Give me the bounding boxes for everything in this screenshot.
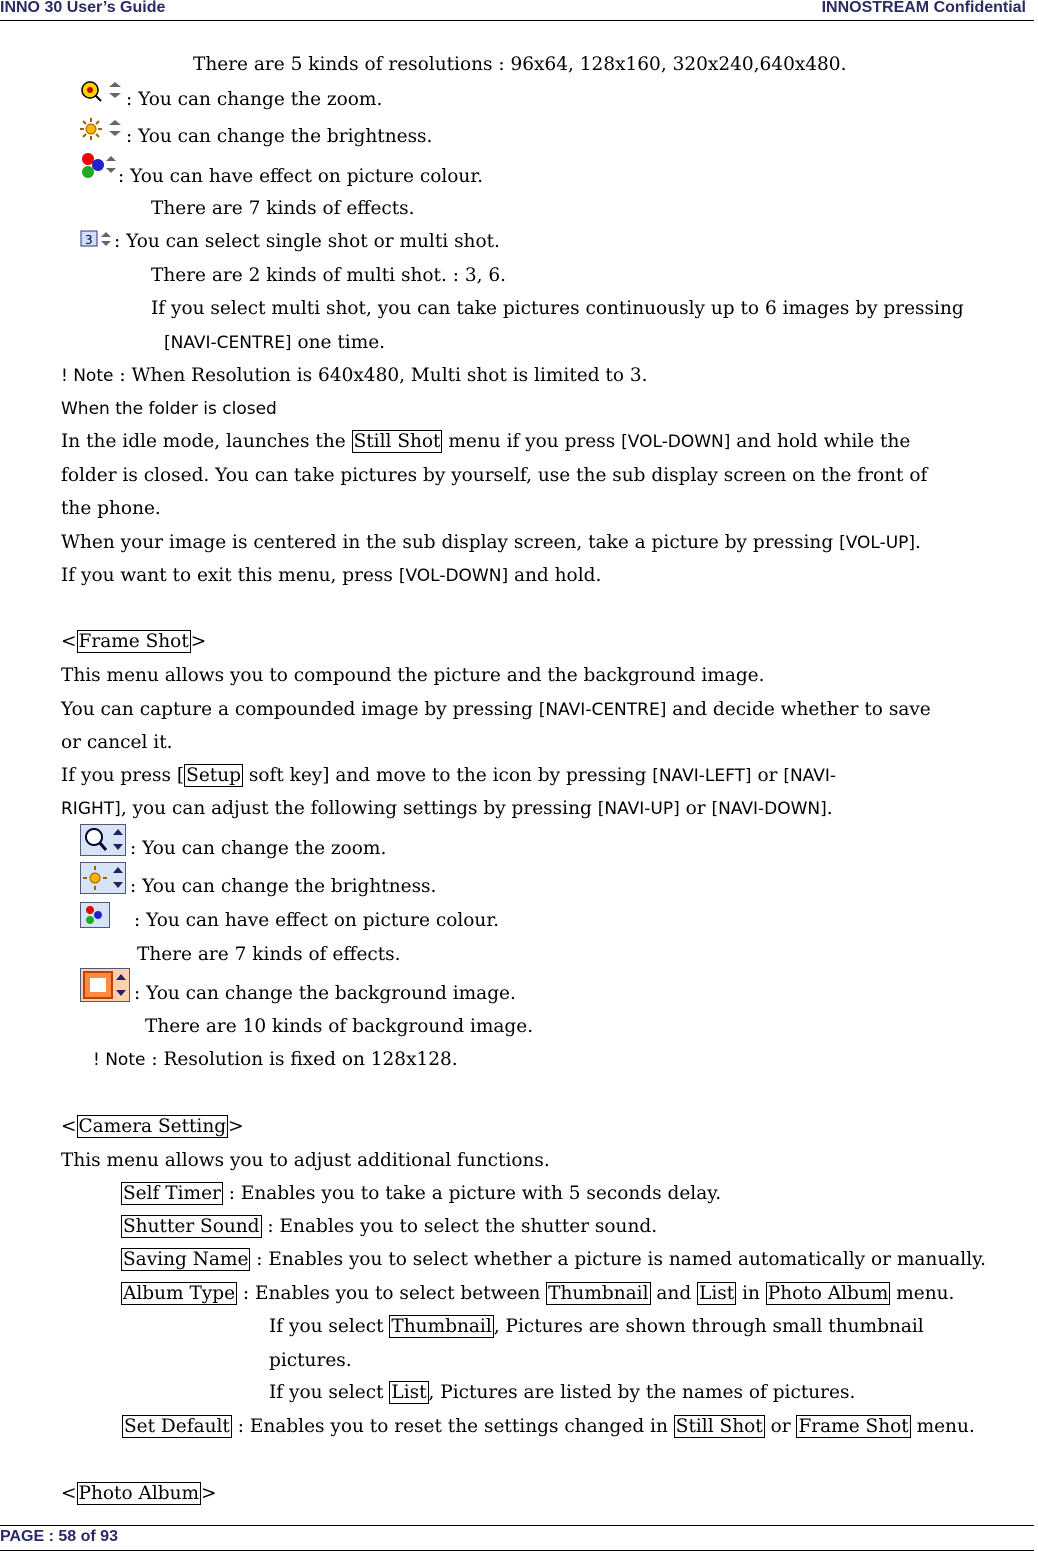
text: menu if you press — [442, 431, 622, 452]
text: : Enables you to select the shutter sound. — [261, 1216, 658, 1237]
text: When your image is centered in the sub display screen, take a picture by pressing — [61, 532, 840, 553]
photo-album-title: Photo Album — [78, 1483, 200, 1504]
thumbnail-desc-cont: pictures. — [269, 1350, 352, 1371]
note-text: : When Resolution is 640x480, Multi shot is limited to 3. — [113, 365, 648, 386]
text: : Enables you to select whether a picture is named automatically or manually. — [250, 1249, 986, 1270]
key-navi-down: [NAVI-DOWN] — [711, 799, 827, 819]
camera-setting-title: Camera Setting — [78, 1116, 227, 1137]
key-vol-down: [VOL-DOWN] — [621, 432, 731, 452]
text: soft key] and move to the icon by pressing — [242, 765, 653, 786]
frame-shot-l2 — [61, 699, 931, 721]
doc-title: INNO 30 User’s Guide — [0, 0, 166, 16]
confidential-label: INNOSTREAM Confidential — [821, 0, 1026, 16]
saving-name-line — [121, 1249, 986, 1271]
note-128 — [93, 1049, 458, 1071]
frame-shot-l3: or cancel it. — [61, 732, 173, 753]
camera-setting-intro: This menu allows you to adjust additional functions. — [61, 1150, 550, 1171]
album-type-ref: Album Type — [123, 1283, 236, 1304]
text: and hold while the — [730, 431, 911, 452]
folder-closed-l4 — [61, 532, 921, 554]
text: in — [736, 1283, 766, 1304]
frame-color-effect-icon — [80, 902, 110, 928]
background-desc: : You can change the background image. — [134, 983, 516, 1004]
text: menu. — [890, 1283, 955, 1304]
multishot-desc-b — [164, 332, 385, 354]
thumbnail-ref: Thumbnail — [548, 1283, 649, 1304]
text: You can capture a compounded image by pressing — [61, 699, 539, 720]
frame-brightness-icon — [80, 862, 126, 894]
camera-setting-heading: < Camera Setting > — [61, 1116, 244, 1137]
list-ref: List — [699, 1283, 735, 1304]
text: If you want to exit this menu, press — [61, 565, 399, 586]
background-kinds: There are 10 kinds of background image. — [145, 1016, 534, 1037]
frame-zoom-desc: : You can change the zoom. — [130, 838, 387, 859]
text: : Enables you to reset the settings changed in — [231, 1416, 674, 1437]
text: . — [915, 532, 921, 553]
list-desc-line — [269, 1382, 855, 1404]
text: , you can adjust the following settings by pressing — [120, 798, 598, 819]
key-vol-down: [VOL-DOWN] — [398, 566, 509, 586]
text: and hold. — [508, 565, 602, 586]
thumbnail-desc-line — [269, 1316, 924, 1338]
note-text: : Resolution is fixed on 128x128. — [145, 1049, 458, 1070]
svg-text:3: 3 — [85, 233, 93, 247]
frame-effect-kinds: There are 7 kinds of effects. — [137, 944, 401, 965]
key-navi-left: [NAVI-LEFT] — [652, 766, 752, 786]
note-label: ! Note — [93, 1050, 146, 1070]
text: If you select — [269, 1316, 390, 1337]
shutter-sound-ref: Shutter Sound — [123, 1216, 260, 1237]
text: menu. — [910, 1416, 975, 1437]
key-navi-right-part: [NAVI- — [783, 766, 836, 786]
effect-desc: : You can have effect on picture colour. — [118, 166, 484, 187]
frame-brightness-desc: : You can change the brightness. — [130, 876, 437, 897]
self-timer-line — [121, 1183, 721, 1205]
zoom-icon — [80, 80, 122, 102]
folder-closed-l2: folder is closed. You can take pictures by yourself, use the sub display screen on the front of — [61, 465, 928, 486]
text: , Pictures are listed by the names of pictures. — [428, 1382, 856, 1403]
key-navi-up: [NAVI-UP] — [597, 799, 680, 819]
set-default-ref: Set Default — [124, 1416, 230, 1437]
text: or — [679, 798, 712, 819]
set-default-line — [122, 1416, 975, 1438]
multishot-icon — [80, 229, 114, 249]
album-type-line — [121, 1283, 954, 1305]
text: If you press [ — [61, 765, 185, 786]
text: : Enables you to select between — [237, 1283, 547, 1304]
frame-shot-l5 — [61, 798, 833, 820]
note-label: ! Note — [61, 366, 114, 386]
frame-shot-l1: This menu allows you to compound the picture and the background image. — [61, 665, 765, 686]
text: and decide whether to save — [666, 699, 931, 720]
multishot-desc-b-rest: one time. — [291, 332, 386, 353]
color-effect-icon — [80, 152, 118, 180]
brightness-icon — [80, 118, 122, 140]
text: : Enables you to take a picture with 5 seconds delay. — [222, 1183, 722, 1204]
shutter-sound-line — [121, 1216, 657, 1238]
still-shot-ref: Still Shot — [675, 1416, 763, 1437]
frame-zoom-icon — [80, 824, 126, 856]
multishot-kinds: There are 2 kinds of multi shot. : 3, 6. — [151, 265, 506, 286]
frame-shot-title: Frame Shot — [78, 631, 189, 652]
note-640 — [61, 365, 648, 387]
text: In the idle mode, launches the — [61, 431, 352, 452]
page-header — [0, 0, 1034, 21]
brightness-desc: : You can change the brightness. — [126, 126, 433, 147]
key-navi-right-part: RIGHT] — [61, 799, 121, 819]
frame-shot-l4 — [61, 765, 836, 787]
frame-shot-ref: Frame Shot — [798, 1416, 909, 1437]
background-image-icon — [80, 968, 130, 1002]
key-vol-up: [VOL-UP] — [839, 533, 916, 553]
saving-name-ref: Saving Name — [123, 1249, 249, 1270]
frame-shot-heading: < Frame Shot > — [61, 631, 207, 652]
key-navi-centre: [NAVI-CENTRE] — [538, 700, 667, 720]
multishot-desc-a: If you select multi shot, you can take pictures continuously up to 6 images by pressing — [151, 298, 964, 319]
photo-album-ref: Photo Album — [767, 1283, 889, 1304]
text: , Pictures are shown through small thumbnail — [493, 1316, 924, 1337]
folder-closed-l3: the phone. — [61, 498, 161, 519]
text: . — [826, 798, 833, 819]
effect-kinds: There are 7 kinds of effects. — [151, 198, 415, 219]
self-timer-ref: Self Timer — [123, 1183, 221, 1204]
photo-album-heading: < Photo Album > — [61, 1483, 217, 1504]
text: or — [764, 1416, 797, 1437]
key-navi-centre: [NAVI-CENTRE] — [164, 333, 292, 353]
resolution-line: There are 5 kinds of resolutions : 96x64, 128x160, 320x240,640x480. — [193, 54, 847, 75]
page-footer — [0, 1525, 1034, 1551]
folder-closed-heading: When the folder is closed — [61, 399, 277, 419]
thumbnail-ref: Thumbnail — [391, 1316, 492, 1337]
list-ref: List — [391, 1382, 427, 1403]
multishot-desc: : You can select single shot or multi shot. — [114, 231, 500, 252]
text: or — [751, 765, 784, 786]
folder-closed-l1 — [61, 431, 910, 453]
text: If you select — [269, 1382, 390, 1403]
zoom-desc: : You can change the zoom. — [126, 89, 383, 110]
page-number: PAGE : 58 of 93 — [0, 1528, 118, 1545]
folder-closed-l5 — [61, 565, 601, 587]
text: and — [650, 1283, 698, 1304]
still-shot-ref: Still Shot — [353, 431, 441, 452]
setup-ref: Setup — [186, 765, 241, 786]
frame-effect-desc: : You can have effect on picture colour. — [134, 910, 500, 931]
